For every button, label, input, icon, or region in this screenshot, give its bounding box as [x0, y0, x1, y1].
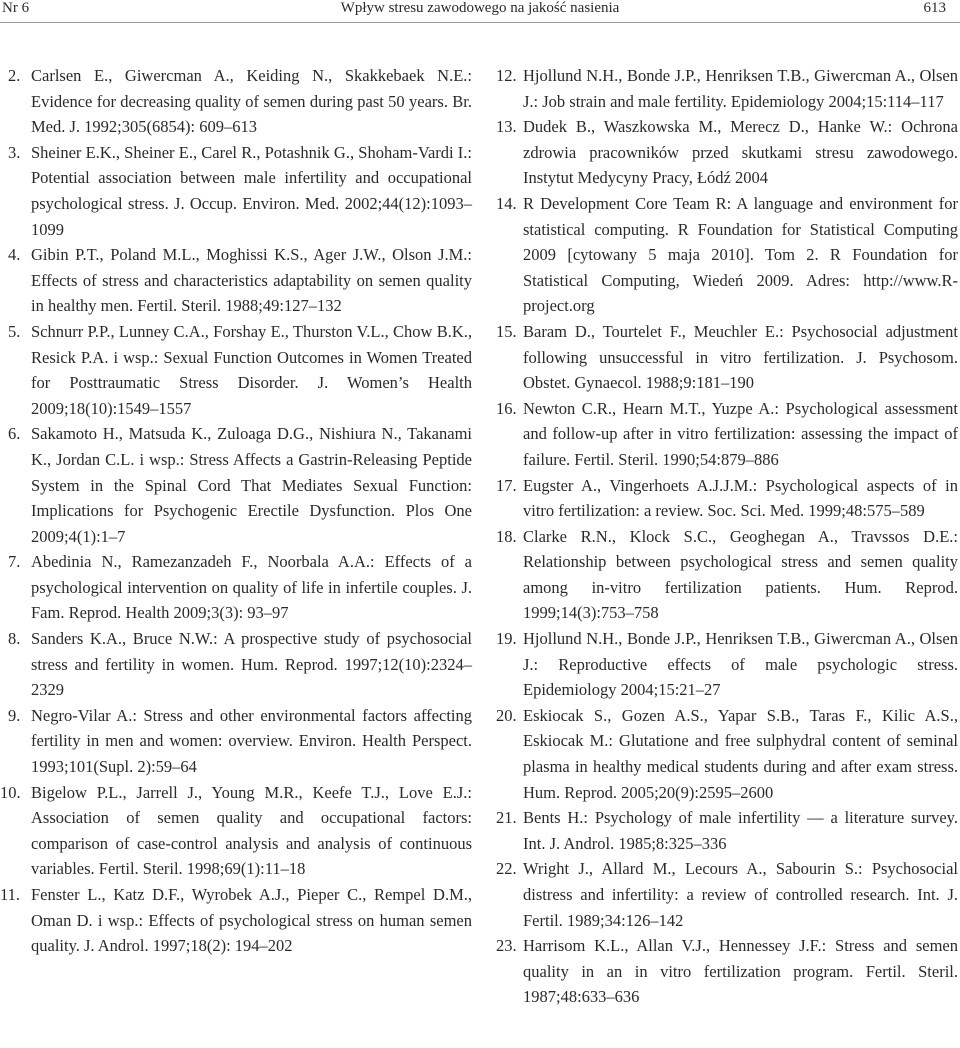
reference-text: Gibin P.T., Poland M.L., Moghissi K.S., Ager J.W., Olson J.M.: Effects of stress and characteristics adaptability on semen quality in healthy men. Fertil. Steril. 1988;49:127–132: [31, 245, 472, 316]
reference-item: [8, 242, 472, 319]
reference-item: [8, 140, 472, 242]
reference-number: 13.: [496, 117, 517, 137]
reference-item: [496, 114, 958, 191]
reference-number: 12.: [496, 66, 517, 85]
reference-text: Baram D., Tourtelet F., Meuchler E.: Psychosocial adjustment following unsuccessful in vitro fertilization. J. Psychosom. Obstet. Gynaecol. 1988;9:181–190: [523, 321, 958, 393]
reference-text: Bigelow P.L., Jarrell J., Young M.R., Keefe T.J., Love E.J.: Association of semen quality and occupational factors: comparison of case-control analysis and analysis of continuous variables. Fertil. Steril. 1998;69(1):11–18: [31, 782, 472, 879]
reference-text: Eugster A., Vingerhoets A.J.J.M.: Psychological aspects of in vitro fertilization: a review. Soc. Sci. Med. 1999;48:575–589: [523, 475, 958, 521]
reference-number: 14.: [496, 193, 517, 213]
reference-item: [496, 626, 958, 703]
reference-text: R Development Core Team R: A language and environment for statistical computing. R Foundation for Statistical Computing 2009 [cytowany 5 maja 2010]. Tom 2. R Foundation for Statistical Computing, Wiedeń 2009. Adres: http://www.R-project.org: [523, 193, 958, 316]
reference-number: 11.: [0, 885, 21, 904]
reference-item: [496, 63, 958, 114]
reference-item: [8, 703, 472, 780]
reference-text: Dudek B., Waszkowska M., Merecz D., Hanke W.: Ochrona zdrowia pracowników przed skutkami stresu zawodowego. Instytut Medycyny Pracy, Łódź 2004: [523, 117, 958, 188]
reference-number: 15.: [496, 321, 517, 341]
reference-item: [496, 473, 958, 524]
reference-text: Newton C.R., Hearn M.T., Yuzpe A.: Psychological assessment and follow-up after in vitro fertilization: assessing the impact of failure. Fertil. Steril. 1990;54:879–886: [523, 398, 958, 469]
reference-number: 22.: [496, 859, 517, 879]
reference-number: 9.: [8, 705, 21, 725]
reference-number: 18.: [496, 526, 517, 546]
reference-text: Eskiocak S., Gozen A.S., Yapar S.B., Taras F., Kilic A.S., Eskiocak M.: Glutatione and free sulphydral content of seminal plasma in healthy medical students during and after exam stress. Hum. Reprod. 2005;20(9):2595–2600: [523, 705, 958, 802]
issue-number: Nr 6: [2, 0, 30, 16]
reference-number: 16.: [496, 398, 517, 418]
reference-item: [8, 63, 472, 140]
reference-number: 7.: [8, 552, 21, 572]
reference-number: 4.: [8, 245, 21, 265]
reference-text: Harrisom K.L., Allan V.J., Hennessey J.F.: Stress and semen quality in an in vitro fertilization program. Fertil. Steril. 1987;48:633–636: [523, 936, 958, 1007]
reference-text: Carlsen E., Giwercman A., Keiding N., Skakkebaek N.E.: Evidence for decreasing quality of semen during past 50 years. Br. Med. J. 1992;305(6854): 609–613: [31, 66, 472, 137]
reference-text: Clarke R.N., Klock S.C., Geoghegan A., Travssos D.E.: Relationship between psychological stress and semen quality among in-vitro fertilization patients. Hum. Reprod. 1999;14(3):753–758: [523, 526, 958, 623]
reference-number: 23.: [496, 936, 517, 956]
reference-item: [496, 933, 958, 1010]
reference-number: 21.: [496, 808, 517, 828]
reference-item: [8, 626, 472, 703]
reference-number: 3.: [8, 142, 21, 162]
reference-item: [496, 856, 958, 933]
reference-item: [496, 191, 958, 319]
running-header: [0, 0, 960, 23]
reference-item: [496, 703, 958, 805]
reference-text: Bents H.: Psychology of male infertility — a literature survey. Int. J. Androl. 1985;8:325–336: [523, 808, 958, 853]
reference-text: Abedinia N., Ramezanzadeh F., Noorbala A.A.: Effects of a psychological intervention on quality of life in infertile couples. J. Fam. Reprod. Health 2009;3(3): 93–97: [31, 552, 472, 623]
reference-number: 10.: [0, 782, 21, 802]
reference-text: Fenster L., Katz D.F., Wyrobek A.J., Pieper C., Rempel D.M., Oman D. i wsp.: Effects of psychological stress on human semen quality. J. Androl. 1997;18(2): 194–202: [31, 885, 472, 956]
reference-item: [496, 319, 958, 396]
reference-number: 19.: [496, 629, 517, 649]
reference-item: [8, 549, 472, 626]
reference-text: Sanders K.A., Bruce N.W.: A prospective study of psychosocial stress and fertility in women. Hum. Reprod. 1997;12(10):2324–2329: [31, 629, 472, 700]
reference-list-right-column: [496, 63, 958, 1010]
reference-text: Schnurr P.P., Lunney C.A., Forshay E., Thurston V.L., Chow B.K., Resick P.A. i wsp.: Sexual Function Outcomes in Women Treated for Posttraumatic Stress Disorder. J. Women’s Health 2009;18(10):1549–1557: [31, 321, 472, 418]
reference-number: 20.: [496, 705, 517, 725]
reference-item: [496, 805, 958, 856]
reference-number: 6.: [8, 424, 21, 444]
reference-text: Hjollund N.H., Bonde J.P., Henriksen T.B., Giwercman A., Olsen J.: Job strain and male fertility. Epidemiology 2004;15:114–117: [523, 66, 958, 111]
reference-number: 8.: [8, 629, 21, 649]
reference-list-left-column: [0, 63, 472, 959]
page-number: 613: [923, 0, 946, 16]
reference-item: [0, 882, 472, 959]
reference-item: [496, 396, 958, 473]
reference-item: [8, 421, 472, 549]
reference-text: Hjollund N.H., Bonde J.P., Henriksen T.B., Giwercman A., Olsen J.: Reproductive effects of male psychologic stress. Epidemiology 2004;15:21–27: [523, 629, 958, 700]
reference-text: Sakamoto H., Matsuda K., Zuloaga D.G., Nishiura N., Takanami K., Jordan C.L. i wsp.: Stress Affects a Gastrin-Releasing Peptide System in the Spinal Cord That Mediates Sexual Function: Implications for Psychogenic Erectile Dysfunction. Plos One 2009;4(1):1–7: [31, 424, 472, 546]
reference-number: 17.: [496, 475, 517, 495]
reference-number: 5.: [8, 321, 21, 341]
reference-text: Wright J., Allard M., Lecours A., Sabourin S.: Psychosocial distress and infertility: a review of controlled research. Int. J. Fertil. 1989;34:126–142: [523, 859, 958, 930]
reference-text: Sheiner E.K., Sheiner E., Carel R., Potashnik G., Shoham-Vardi I.: Potential association between male infertility and occupational psychological stress. J. Occup. Environ. Med. 2002;44(12):1093–1099: [31, 142, 472, 239]
reference-number: 2.: [8, 66, 21, 85]
reference-item: [496, 524, 958, 626]
running-title: Wpływ stresu zawodowego na jakość nasienia: [340, 0, 620, 16]
reference-item: [8, 319, 472, 421]
reference-text: Negro-Vilar A.: Stress and other environmental factors affecting fertility in men and women: overview. Environ. Health Perspect. 1993;101(Supl. 2):59–64: [31, 705, 472, 777]
reference-item: [0, 780, 472, 882]
